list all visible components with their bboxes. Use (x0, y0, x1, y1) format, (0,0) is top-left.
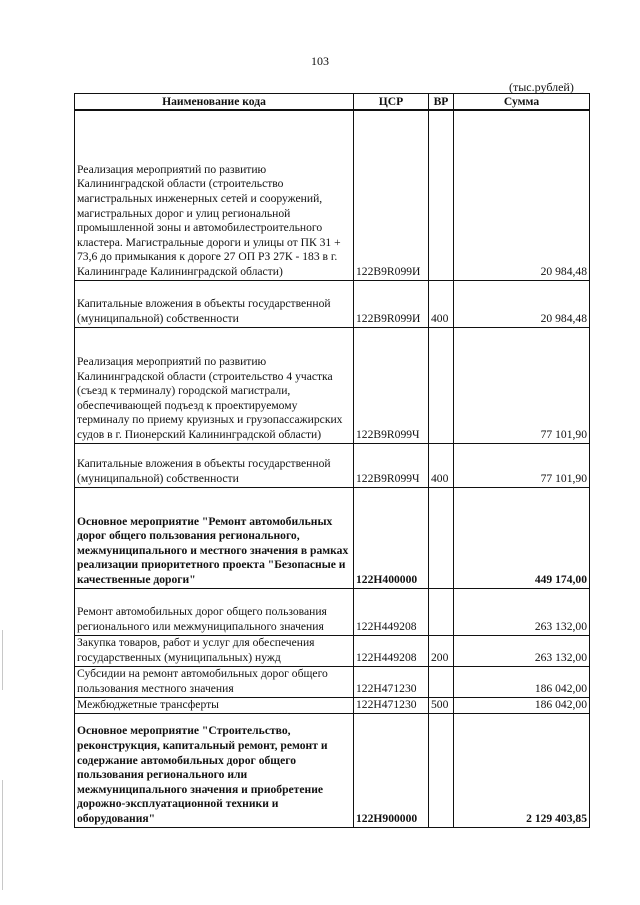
header-name: Наименование кода (75, 94, 354, 111)
row-csr: 122B9R099Ч (354, 327, 429, 443)
row-sum: 186 042,00 (454, 697, 590, 713)
units-label: (тыс.рублей) (509, 80, 574, 94)
row-csr: 122Н400000 (354, 487, 429, 588)
row-sum: 77 101,90 (454, 443, 590, 487)
row-vr (429, 588, 454, 635)
row-vr (429, 713, 454, 827)
scan-margin-mark (2, 630, 3, 690)
row-sum: 263 132,00 (454, 588, 590, 635)
table-row (75, 487, 590, 588)
table-row (75, 443, 590, 487)
table-row (75, 635, 590, 666)
table-row (75, 280, 590, 327)
row-sum: 263 132,00 (454, 635, 590, 666)
row-name: Капитальные вложения в объекты государственной (муниципальной) собственности (75, 443, 354, 487)
row-sum: 186 042,00 (454, 666, 590, 697)
table-row (75, 327, 590, 443)
row-sum: 77 101,90 (454, 327, 590, 443)
row-vr (429, 666, 454, 697)
table-row (75, 697, 590, 713)
row-csr: 122Н471230 (354, 697, 429, 713)
row-vr (429, 487, 454, 588)
row-vr: 400 (429, 443, 454, 487)
row-name: Реализация мероприятий по развитию Калининградской области (строительство магистральных инженерных сетей и сооружений, магистральных дорог и улиц региональной промышленной зоны и автомобилестроительного кластера. Магистральные дороги и улицы от ПК 31 + 73,6 до примыкания к дороге 27 ОП РЗ 27К - 183 в г. Калининграде Калининградской области) (75, 110, 354, 280)
table-row (75, 713, 590, 827)
row-csr: 122B9R099И (354, 110, 429, 280)
row-vr (429, 327, 454, 443)
header-vr: ВР (429, 94, 454, 111)
row-sum: 2 129 403,85 (454, 713, 590, 827)
row-csr: 122B9R099Ч (354, 443, 429, 487)
table-header-row (75, 94, 590, 111)
row-name: Реализация мероприятий по развитию Калининградской области (строительство 4 участка (съезд к терминалу) городской магистрали, обеспечивающей подъезд к проектируемому терминалу по приему круизных и грузопассажирских судов в г. Пионерский Калининградской области) (75, 327, 354, 443)
row-vr: 500 (429, 697, 454, 713)
row-name: Межбюджетные трансферты (75, 697, 354, 713)
row-sum: 20 984,48 (454, 280, 590, 327)
table-row (75, 588, 590, 635)
row-name: Ремонт автомобильных дорог общего пользования регионального или межмуниципального значения (75, 588, 354, 635)
row-csr: 122Н449208 (354, 635, 429, 666)
row-name: Основное мероприятие "Строительство, реконструкция, капитальный ремонт, ремонт и содержание автомобильных дорог общего пользования регионального или межмуниципального значения и приобретение дорожно-эксплуатационной техники и оборудования" (75, 713, 354, 827)
row-csr: 122Н449208 (354, 588, 429, 635)
row-sum: 20 984,48 (454, 110, 590, 280)
row-csr: 122B9R099И (354, 280, 429, 327)
row-csr: 122Н900000 (354, 713, 429, 827)
budget-table (74, 93, 590, 828)
row-name: Капитальные вложения в объекты государственной (муниципальной) собственности (75, 280, 354, 327)
header-csr: ЦСР (354, 94, 429, 111)
row-vr: 200 (429, 635, 454, 666)
row-name: Основное мероприятие "Ремонт автомобильных дорог общего пользования регионального, межмуниципального и местного значения в рамках реализации приоритетного проекта "Безопасные и качественные дороги" (75, 487, 354, 588)
table-row (75, 110, 590, 280)
page-number: 103 (311, 54, 329, 68)
row-sum: 449 174,00 (454, 487, 590, 588)
header-sum: Сумма (454, 94, 590, 111)
scan-margin-mark (2, 780, 3, 890)
row-csr: 122Н471230 (354, 666, 429, 697)
row-vr: 400 (429, 280, 454, 327)
table-row (75, 666, 590, 697)
row-name: Закупка товаров, работ и услуг для обеспечения государственных (муниципальных) нужд (75, 635, 354, 666)
row-name: Субсидии на ремонт автомобильных дорог общего пользования местного значения (75, 666, 354, 697)
row-vr (429, 110, 454, 280)
